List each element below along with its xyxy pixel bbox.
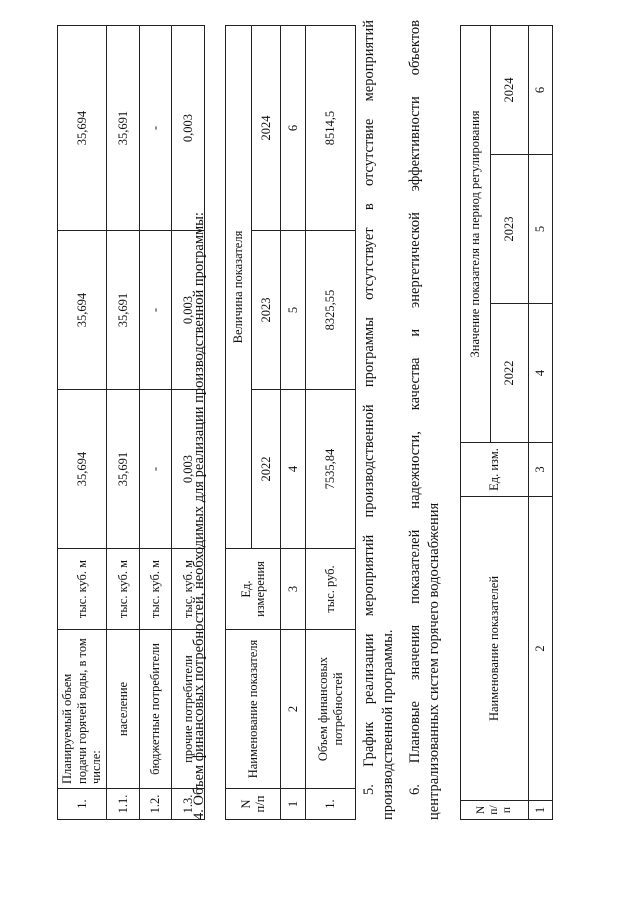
cell-num: 1.1. — [107, 789, 140, 820]
cell-2024: 35,694 — [58, 26, 107, 231]
cell-2022: - — [140, 390, 172, 549]
col-index-6: 6 — [281, 26, 306, 231]
cell-2023: - — [140, 231, 172, 390]
col-index-2: 2 — [281, 630, 306, 789]
col-index-4: 4 — [529, 304, 553, 443]
cell-2022: 35,694 — [58, 390, 107, 549]
section-6-line-1: 6. Плановые значения показателей надежности, качества и энергетической эффективности объектов — [407, 20, 423, 795]
table-row — [529, 26, 553, 820]
table-row — [281, 26, 306, 820]
col-index-6: 6 — [529, 26, 553, 155]
cell-name: прочие потребители — [172, 630, 205, 789]
cell-num: 1. — [306, 789, 356, 820]
col-index-5: 5 — [281, 231, 306, 390]
header-name: Наименование показателя — [226, 630, 281, 789]
cell-name: Планируемый объем подачи горячей воды, в том числе: — [58, 630, 107, 789]
header-name: Наименование показателей — [461, 497, 529, 801]
cell-2022: 35,691 — [107, 390, 140, 549]
col-index-3: 3 — [529, 443, 553, 497]
col-index-5: 5 — [529, 155, 553, 304]
header-num: N п/ п — [461, 801, 529, 820]
header-num: N п/п — [226, 789, 281, 820]
cell-name: население — [107, 630, 140, 789]
header-unit: Ед. изм. — [461, 443, 529, 497]
col-index-4: 4 — [281, 390, 306, 549]
section-5-line-2: производственной программы. — [380, 629, 396, 820]
header-group: Значение показателя на период регулирования — [461, 26, 491, 443]
cell-2023: 0,003 — [172, 231, 205, 390]
cell-2024: 8514,5 — [306, 26, 356, 231]
cell-2024: 0,003 — [172, 26, 205, 231]
table-row — [140, 26, 172, 820]
col-index-2: 2 — [529, 497, 553, 801]
col-index-1: 1 — [281, 789, 306, 820]
header-2024: 2024 — [252, 26, 281, 231]
section-4-heading: 4. Объем финансовых потребностей, необходимых для реализации производственной программы: — [191, 212, 207, 820]
table-row — [107, 26, 140, 820]
cell-unit: тыс. куб. м — [58, 549, 107, 630]
cell-2024: - — [140, 26, 172, 231]
cell-num: 1.2. — [140, 789, 172, 820]
header-unit: Ед. измерения — [226, 549, 281, 630]
cell-num: 1. — [58, 789, 107, 820]
cell-unit: тыс. куб. м — [172, 549, 205, 630]
cell-2023: 35,691 — [107, 231, 140, 390]
table-row — [58, 26, 107, 820]
section-5-line-1: 5. График реализации мероприятий производственной программы отсутствует в отсутствие мероприятий — [361, 20, 377, 795]
hot-water-volume-table — [57, 25, 205, 820]
header-2023: 2023 — [491, 155, 529, 304]
cell-2024: 35,691 — [107, 26, 140, 231]
header-2022: 2022 — [491, 304, 529, 443]
header-2022: 2022 — [252, 390, 281, 549]
cell-2023: 8325,55 — [306, 231, 356, 390]
header-group: Величина показателя — [226, 26, 252, 549]
cell-unit: тыс. куб. м — [107, 549, 140, 630]
cell-name: бюджетные потребители — [140, 630, 172, 789]
cell-2022: 0,003 — [172, 390, 205, 549]
cell-2022: 7535,84 — [306, 390, 356, 549]
reliability-indicators-table — [460, 25, 553, 820]
col-index-1: 1 — [529, 801, 553, 820]
cell-2023: 35,694 — [58, 231, 107, 390]
table-header-row — [226, 26, 252, 820]
financial-needs-table — [225, 25, 356, 820]
cell-unit: тыс. руб. — [306, 549, 356, 630]
col-index-3: 3 — [281, 549, 306, 630]
cell-num: 1.3. — [172, 789, 205, 820]
table-row — [306, 26, 356, 820]
header-2023: 2023 — [252, 231, 281, 390]
cell-name: Объем финансовых потребностей — [306, 630, 356, 789]
section-6-line-2: централизованных систем горячего водоснабжения — [426, 502, 442, 820]
cell-unit: тыс. куб. м — [140, 549, 172, 630]
table-header-row — [461, 26, 491, 820]
header-2024: 2024 — [491, 26, 529, 155]
